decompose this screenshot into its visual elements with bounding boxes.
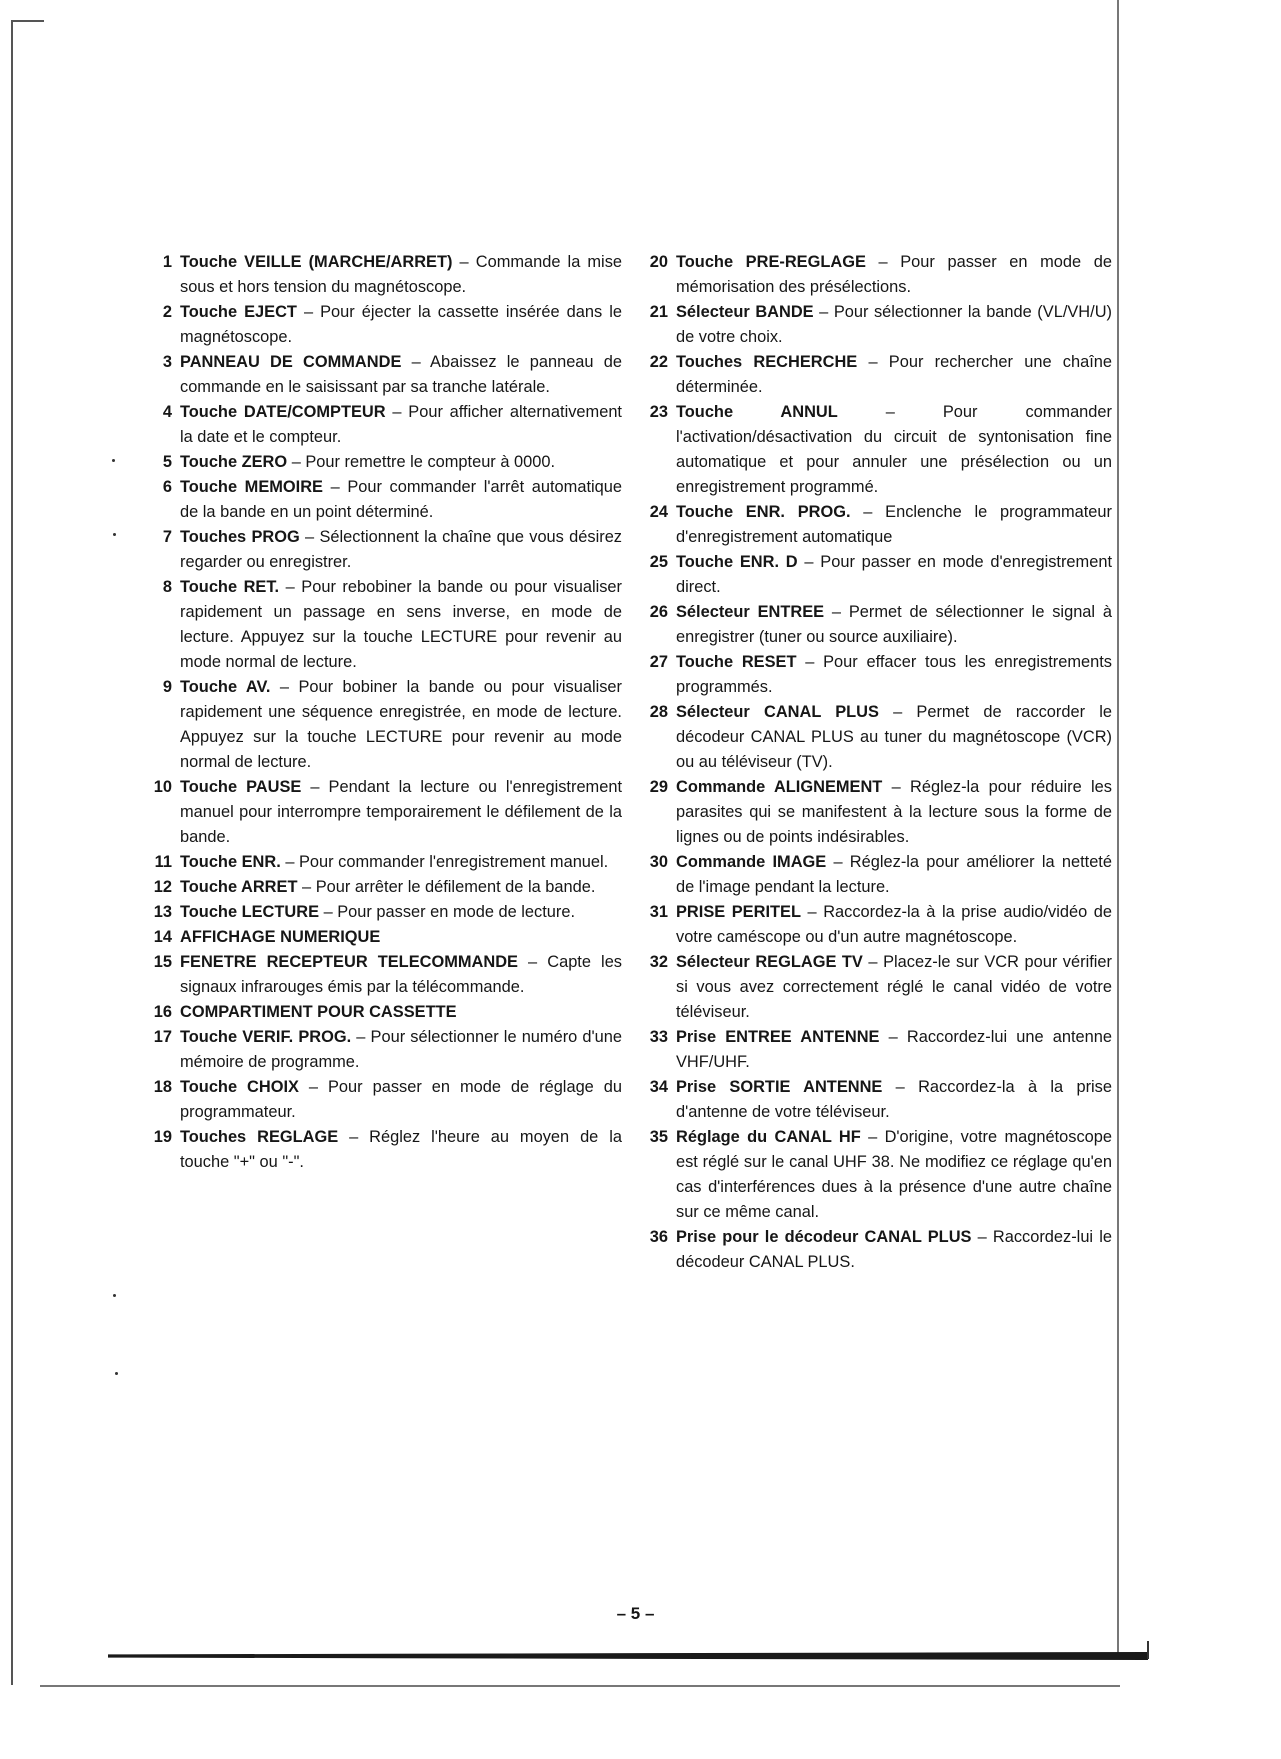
legend-item-term: Prise pour le décodeur CANAL PLUS <box>676 1228 972 1246</box>
legend-item-description: – Pour commander l'activation/désactivation du circuit de syntonisation fine automatique et pour annuler une présélection ou un enregistrement programmé. <box>676 403 1112 496</box>
scan-bottom-edge <box>40 1685 1120 1687</box>
legend-item <box>142 900 622 925</box>
legend-item-term: Sélecteur CANAL PLUS <box>676 703 879 721</box>
legend-item <box>142 250 622 300</box>
legend-item-number: 11 <box>154 853 172 871</box>
scan-speck <box>113 1294 116 1297</box>
legend-item-term: FENETRE RECEPTEUR TELECOMMANDE <box>180 953 518 971</box>
legend-item-description: – Pour passer en mode d'enregistrement direct. <box>676 553 1112 596</box>
bottom-rule <box>108 1652 1148 1660</box>
legend-item-description: – Pour effacer tous les enregistrements programmés. <box>676 653 1112 696</box>
legend-item-description: – Pendant la lecture ou l'enregistrement manuel pour interrompre temporairement le défilement de la bande. <box>180 778 622 846</box>
bottom-rule-end <box>1147 1641 1149 1659</box>
legend-item-term: Touche ARRET <box>180 878 298 896</box>
legend-item-description: – Pour remettre le compteur à 0000. <box>287 453 556 471</box>
legend-item-number: 17 <box>153 1028 172 1046</box>
legend-item <box>142 1125 622 1175</box>
legend-item-number: 32 <box>649 953 668 971</box>
legend-item-description: – Placez-le sur VCR pour vérifier si vous avez correctement réglé le canal vidéo de votre téléviseur. <box>676 953 1112 1021</box>
legend-item-number: 31 <box>649 903 668 921</box>
legend-item-number: 27 <box>649 653 668 671</box>
legend-item-term: Touche PAUSE <box>180 778 302 796</box>
scan-right-edge <box>1117 0 1119 1655</box>
legend-item-term: Sélecteur REGLAGE TV <box>676 953 863 971</box>
legend-item-term: Touche VEILLE (MARCHE/ARRET) <box>180 253 453 271</box>
legend-item-number: 23 <box>649 403 668 421</box>
legend-item-term: Réglage du CANAL HF <box>676 1128 861 1146</box>
legend-item-term: Prise ENTREE ANTENNE <box>676 1028 880 1046</box>
legend-item <box>638 350 1112 400</box>
legend-item-number: 35 <box>649 1128 668 1146</box>
legend-item-number: 6 <box>162 478 172 496</box>
legend-item-description: – Raccordez-la à la prise d'antenne de votre téléviseur. <box>676 1078 1112 1121</box>
legend-item-number: 13 <box>153 903 172 921</box>
legend-item-number: 12 <box>153 878 172 896</box>
legend-item-number: 14 <box>153 928 172 946</box>
legend-item-description: – Pour sélectionner le numéro d'une mémoire de programme. <box>180 1028 622 1071</box>
legend-item-description: – Raccordez-lui une antenne VHF/UHF. <box>676 1028 1112 1071</box>
legend-item <box>142 850 622 875</box>
legend-item <box>638 400 1112 500</box>
legend-item <box>142 1025 622 1075</box>
legend-item-description: – Pour sélectionner la bande (VL/VH/U) de votre choix. <box>676 303 1112 346</box>
legend-item-description: – Raccordez-la à la prise audio/vidéo de votre caméscope ou d'un autre magnétoscope. <box>676 903 1112 946</box>
legend-item <box>142 950 622 1000</box>
legend-item-description: – Pour éjecter la cassette insérée dans le magnétoscope. <box>180 303 622 346</box>
right-column <box>638 250 1112 1275</box>
legend-item-description: – D'origine, votre magnétoscope est réglé sur le canal UHF 38. Ne modifiez ce réglage qu'en cas d'interférences dues à la présence d'une autre chaîne sur ce même canal. <box>676 1128 1112 1221</box>
legend-item-number: 29 <box>649 778 668 796</box>
legend-item-number: 34 <box>649 1078 668 1096</box>
legend-item-number: 26 <box>649 603 668 621</box>
legend-item-number: 8 <box>162 578 172 596</box>
scan-speck <box>115 1372 118 1375</box>
legend-item-term: Touche ZERO <box>180 453 288 471</box>
legend-item-description: – Réglez l'heure au moyen de la touche "+" ou "-". <box>180 1128 622 1171</box>
legend-item-description: – Pour bobiner la bande ou pour visualiser rapidement une séquence enregistrée, en mode de lecture. Appuyez sur la touche LECTURE pour revenir au mode normal de lecture. <box>180 678 622 771</box>
legend-item-term: AFFICHAGE NUMERIQUE <box>180 928 381 946</box>
legend-item-description: – Raccordez-lui le décodeur CANAL PLUS. <box>676 1228 1112 1271</box>
legend-item-number: 21 <box>649 303 668 321</box>
legend-item-number: 22 <box>649 353 668 371</box>
legend-item-term: Touche ENR. D <box>676 553 798 571</box>
legend-item-term: Touche RET. <box>180 578 280 596</box>
scan-speck <box>113 533 116 536</box>
scan-left-edge <box>11 20 13 1685</box>
legend-item <box>142 300 622 350</box>
legend-item-number: 7 <box>162 528 172 546</box>
legend-item-term: Commande ALIGNEMENT <box>676 778 883 796</box>
legend-item-term: Commande IMAGE <box>676 853 827 871</box>
legend-item-number: 2 <box>162 303 172 321</box>
legend-item-term: Sélecteur BANDE <box>676 303 814 321</box>
legend-item <box>638 300 1112 350</box>
legend-item-term: COMPARTIMENT POUR CASSETTE <box>180 1003 457 1021</box>
legend-item <box>142 450 622 475</box>
legend-item-description: – Pour rebobiner la bande ou pour visualiser rapidement un passage en sens inverse, en mode de lecture. Appuyez sur la touche LECTURE pour revenir au mode normal de lecture. <box>180 578 622 671</box>
legend-item-term: Touche VERIF. PROG. <box>180 1028 352 1046</box>
legend-item-number: 20 <box>649 253 668 271</box>
legend-item-description: – Pour passer en mode de mémorisation des présélections. <box>676 253 1112 296</box>
legend-item <box>142 475 622 525</box>
legend-item-term: Touche MEMOIRE <box>180 478 323 496</box>
legend-item <box>638 600 1112 650</box>
legend-item-description: – Pour passer en mode de lecture. <box>319 903 576 921</box>
legend-item-description: – Permet de raccorder le décodeur CANAL PLUS au tuner du magnétoscope (VCR) ou au téléviseur (TV). <box>676 703 1112 771</box>
legend-item-term: Sélecteur ENTREE <box>676 603 825 621</box>
legend-item-term: Touche AV. <box>180 678 271 696</box>
scan-top-edge <box>11 20 44 22</box>
legend-item-description: – Permet de sélectionner le signal à enregistrer (tuner ou source auxiliaire). <box>676 603 1112 646</box>
legend-item-number: 3 <box>162 353 172 371</box>
legend-item-description: – Abaissez le panneau de commande en le saisissant par sa tranche latérale. <box>180 353 622 396</box>
legend-item-term: Touche RESET <box>676 653 797 671</box>
legend-item <box>142 1075 622 1125</box>
legend-item <box>142 525 622 575</box>
legend-item <box>638 1125 1112 1225</box>
legend-item <box>638 1225 1112 1275</box>
legend-item-number: 4 <box>162 403 172 421</box>
legend-item-number: 24 <box>649 503 668 521</box>
legend-item <box>638 1075 1112 1125</box>
legend-item-number: 19 <box>153 1128 172 1146</box>
legend-item <box>638 550 1112 600</box>
legend-item <box>142 875 622 900</box>
legend-item-term: Touche PRE-REGLAGE <box>676 253 866 271</box>
legend-item <box>638 775 1112 850</box>
legend-item-term: Touches REGLAGE <box>180 1128 339 1146</box>
left-column <box>142 250 622 1175</box>
legend-item-term: Touche ENR. PROG. <box>676 503 851 521</box>
legend-item-number: 36 <box>649 1228 668 1246</box>
legend-item <box>142 675 622 775</box>
legend-item <box>638 700 1112 775</box>
legend-item <box>638 650 1112 700</box>
legend-item-description: – Capte les signaux infrarouges émis par la télécommande. <box>180 953 623 996</box>
legend-item-description: – Commande la mise sous et hors tension du magnétoscope. <box>180 253 622 296</box>
legend-item-term: Prise SORTIE ANTENNE <box>676 1078 883 1096</box>
legend-item <box>142 1000 622 1025</box>
legend-item-term: Touche LECTURE <box>180 903 320 921</box>
legend-item <box>142 775 622 850</box>
legend-item-number: 18 <box>153 1078 172 1096</box>
legend-item-description: – Pour commander l'enregistrement manuel. <box>280 853 609 871</box>
legend-item-term: Touche CHOIX <box>180 1078 299 1096</box>
legend-item <box>142 925 622 950</box>
legend-item-number: 10 <box>153 778 172 796</box>
legend-item <box>638 1025 1112 1075</box>
legend-item-number: 1 <box>162 253 172 271</box>
legend-item <box>638 900 1112 950</box>
legend-item-description: – Pour passer en mode de réglage du programmateur. <box>180 1078 622 1121</box>
legend-item-description: – Pour arrêter le défilement de la bande. <box>297 878 596 896</box>
legend-item-number: 5 <box>162 453 172 471</box>
legend-item-term: PANNEAU DE COMMANDE <box>180 353 402 371</box>
legend-item-description: – Pour commander l'arrêt automatique de la bande en un point déterminé. <box>180 478 622 521</box>
legend-item-description: – Réglez-la pour réduire les parasites qui se manifestent à la lecture sous la forme de lignes ou de points indésirables. <box>676 778 1112 846</box>
legend-item-term: Touche ANNUL <box>676 403 838 421</box>
legend-item-term: PRISE PERITEL <box>676 903 801 921</box>
scan-speck <box>112 459 115 462</box>
legend-item <box>142 400 622 450</box>
legend-item-description: – Pour rechercher une chaîne déterminée. <box>676 353 1112 396</box>
page-number-text: – 5 – <box>616 1604 655 1623</box>
legend-item <box>638 250 1112 300</box>
legend-item-number: 33 <box>649 1028 668 1046</box>
legend-item <box>142 350 622 400</box>
legend-item-description: – Pour afficher alternativement la date et le compteur. <box>180 403 622 446</box>
legend-item-term: Touche DATE/COMPTEUR <box>180 403 386 421</box>
legend-item-number: 28 <box>649 703 668 721</box>
legend-item-description: – Enclenche le programmateur d'enregistrement automatique <box>676 503 1112 546</box>
legend-item-description: – Réglez-la pour améliorer la netteté de l'image pendant la lecture. <box>676 853 1112 896</box>
legend-item-number: 25 <box>649 553 668 571</box>
legend-item <box>638 500 1112 550</box>
legend-item-number: 9 <box>162 678 172 696</box>
legend-item <box>638 850 1112 900</box>
legend-item-term: Touche ENR. <box>180 853 281 871</box>
legend-item-term: Touches PROG <box>180 528 300 546</box>
legend-item-description: – Sélectionnent la chaîne que vous désirez regarder ou enregistrer. <box>180 528 623 571</box>
legend-item <box>638 950 1112 1025</box>
legend-item-number: 15 <box>153 953 172 971</box>
page-number <box>0 1604 1281 1624</box>
legend-item-number: 16 <box>153 1003 172 1021</box>
legend-item <box>142 575 622 675</box>
legend-item-number: 30 <box>649 853 668 871</box>
legend-item-term: Touche EJECT <box>180 303 297 321</box>
legend-item-term: Touches RECHERCHE <box>676 353 858 371</box>
